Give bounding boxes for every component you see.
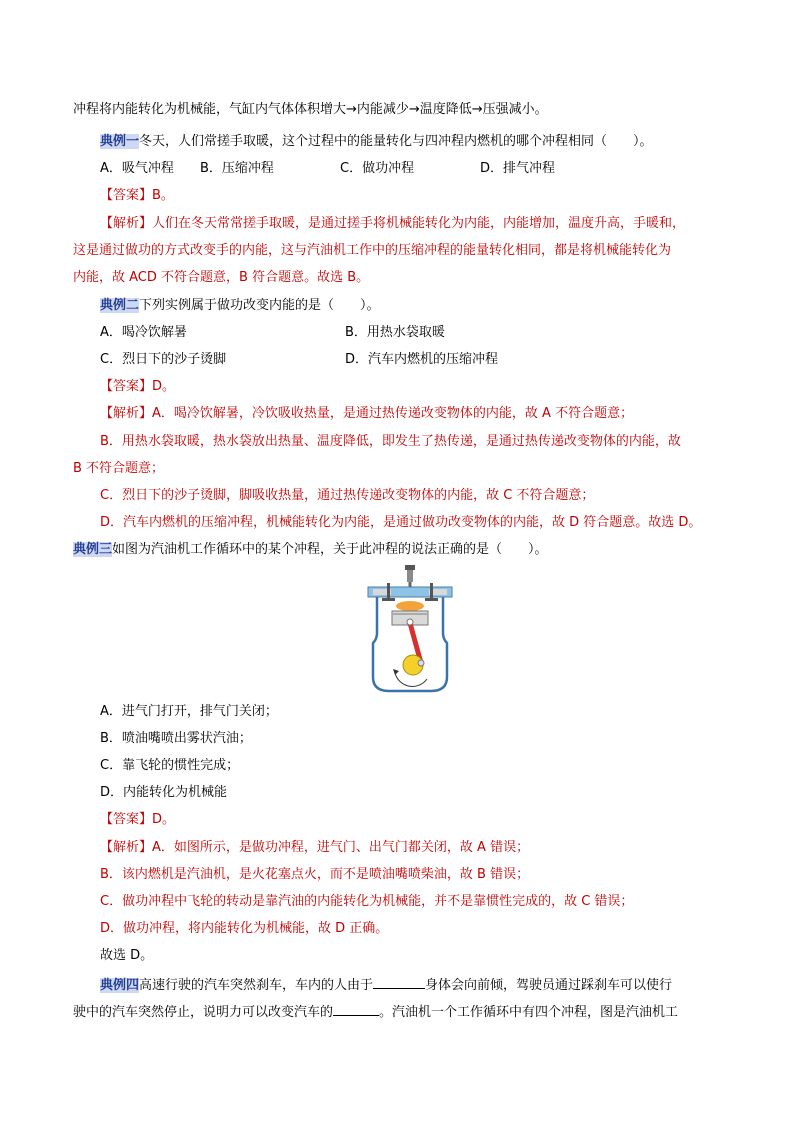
question-text: 如图为汽油机工作循环中的某个冲程，关于此冲程的说法正确的是（ ）。 — [112, 542, 548, 557]
example-3-option-b: B．喷油嘴喷出雾状汽油； — [100, 731, 252, 746]
combustion-flame — [396, 601, 424, 611]
analysis-text: A．如图所示，是做功冲程，进气门、出气门都关闭，故 A 错误； — [152, 840, 530, 855]
option-d: D．汽车内燃机的压缩冲程 — [345, 352, 499, 367]
exhaust-valve-head — [425, 598, 438, 601]
option-a: A．喝冷饮解暑 — [100, 325, 187, 340]
option-b: B．用热水袋取暖 — [345, 325, 445, 340]
example-tag: 典例二 — [100, 298, 140, 313]
example-3-analysis-line: D．做功冲程，将内能转化为机械能，故 D 正确。 — [100, 921, 389, 936]
question-text: 。汽油机一个工作循环中有四个冲程，图是汽油机工 — [379, 1005, 679, 1020]
example-2-analysis-line: B 不符合题意； — [73, 461, 165, 476]
example-1-question — [100, 135, 653, 148]
example-3-answer — [100, 813, 175, 826]
example-2-answer — [100, 380, 175, 393]
example-2-options-row1 — [100, 326, 445, 339]
example-3-question — [73, 543, 548, 556]
question-text: 冬天，人们常搓手取暖，这个过程中的能量转化与四冲程内燃机的哪个冲程相同（ ）。 — [139, 134, 653, 149]
answer-value: D。 — [152, 812, 176, 827]
example-2-analysis-line: C．烈日下的沙子烫脚，脚吸收热量，通过热传递改变物体的内能，故 C 不符合题意； — [100, 488, 595, 503]
example-2-options-row2 — [100, 353, 498, 366]
example-3-analysis-line — [100, 841, 529, 854]
answer-value: B。 — [152, 188, 174, 203]
fill-blank[interactable] — [373, 976, 425, 989]
analysis-tag: 【解析】 — [100, 406, 153, 421]
answer-value: D。 — [152, 379, 176, 394]
example-tag: 典例一 — [100, 134, 140, 149]
example-2-analysis-line: B．用热水袋取暖，热水袋放出热量、温度降低，即发生了热传递，是通过热传递改变物体的内能，故 — [100, 434, 681, 449]
answer-tag: 【答案】 — [100, 379, 153, 394]
example-3-option-a: A．进气门打开，排气门关闭； — [100, 704, 278, 719]
example-3-option-d: D．内能转化为机械能 — [100, 785, 228, 800]
analysis-tag: 【解析】 — [100, 216, 153, 231]
example-1-analysis-line — [100, 217, 685, 230]
example-4-question-line — [100, 976, 672, 992]
analysis-text: 人们在冬天常常搓手取暖，是通过搓手将机械能转化为内能，内能增加，温度升高，手暖和， — [152, 216, 686, 231]
example-1-options — [100, 162, 555, 175]
example-2-question — [100, 299, 380, 312]
analysis-tag: 【解析】 — [100, 840, 153, 855]
exhaust-valve-stem — [430, 583, 433, 599]
example-4-question-line — [73, 1003, 678, 1019]
example-tag: 典例四 — [100, 978, 140, 993]
example-3-analysis-line: B．该内燃机是汽油机，是火花塞点火，而不是喷油嘴喷柴油，故 B 错误； — [100, 867, 530, 882]
spark-plug-body — [407, 570, 413, 582]
answer-tag: 【答案】 — [100, 812, 153, 827]
question-text: 身体会向前倾，驾驶员通过踩刹车可以使行 — [425, 978, 673, 993]
example-3-conclusion: 故选 D。 — [100, 948, 154, 963]
option-a: A．吸气冲程 — [100, 161, 174, 176]
engine-cylinder-diagram — [365, 565, 455, 695]
question-text: 高速行驶的汽车突然刹车，车内的人由于 — [139, 978, 374, 993]
example-1-answer — [100, 189, 174, 202]
intake-valve-head — [382, 598, 395, 601]
example-3-option-c: C．靠飞轮的惯性完成； — [100, 758, 240, 773]
analysis-text: A．喝冷饮解暑，冷饮吸收热量，是通过热传递改变物体的内能，故 A 不符合题意； — [152, 406, 634, 421]
intake-valve-stem — [387, 583, 390, 599]
answer-tag: 【答案】 — [100, 188, 153, 203]
example-tag: 典例三 — [73, 542, 113, 557]
example-1-analysis-line: 内能，故 ACD 不符合题意，B 符合题意。故选 B。 — [73, 270, 370, 285]
example-2-analysis-line — [100, 407, 633, 420]
spark-plug-cap — [405, 565, 415, 570]
fill-blank[interactable] — [333, 1003, 379, 1016]
example-1-analysis-line: 这是通过做功的方式改变手的内能，这与汽油机工作中的压缩冲程的能量转化相同，都是将机械能转化为 — [73, 243, 672, 258]
option-c: C．烈日下的沙子烫脚 — [100, 352, 227, 367]
text-line: 冲程将内能转化为机械能，气缸内气体体积增大→内能减少→温度降低→压强减小。 — [73, 102, 548, 117]
question-text: 下列实例属于做功改变内能的是（ ）。 — [139, 298, 380, 313]
question-text: 驶中的汽车突然停止，说明力可以改变汽车的 — [73, 1005, 334, 1020]
example-2-analysis-line: D．汽车内燃机的压缩冲程，机械能转化为内能，是通过做功改变物体的内能，故 D 符合题意。故选 D。 — [100, 515, 702, 530]
option-c: C．做功冲程 — [340, 161, 415, 176]
option-b: B．压缩冲程 — [200, 161, 274, 176]
example-3-analysis-line: C．做功冲程中飞轮的转动是靠汽油的内能转化为机械能，并不是靠惯性完成的，故 C 错误； — [100, 894, 634, 909]
option-d: D．排气冲程 — [480, 161, 556, 176]
